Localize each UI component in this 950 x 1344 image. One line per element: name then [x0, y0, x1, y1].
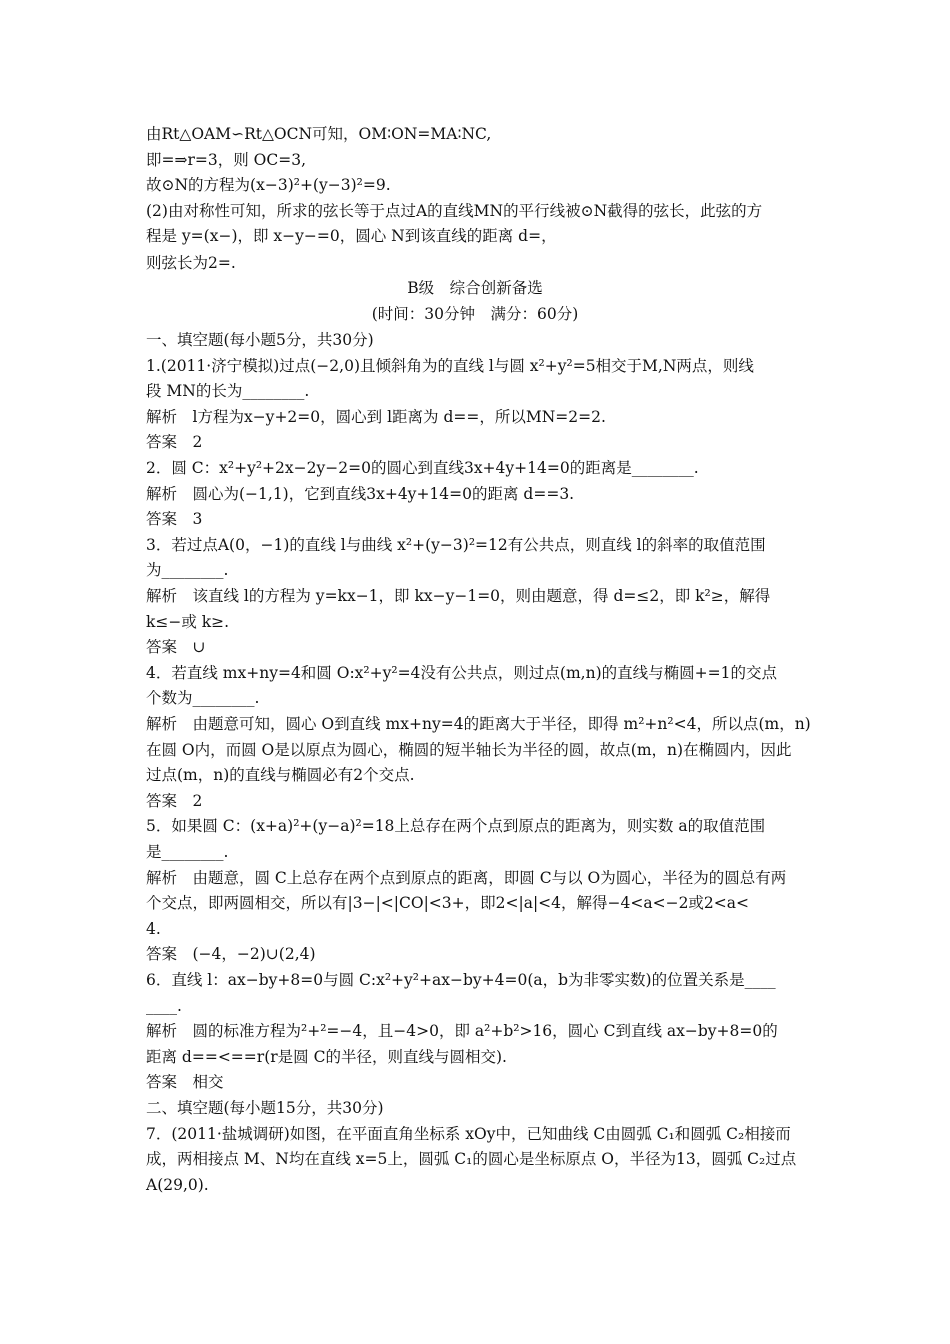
q3-solution-b: k≤−或 k≥. [146, 613, 230, 631]
q3-line-a: 3．若过点A(0，−1)的直线 l与曲线 x²+(y−3)²=12有公共点，则直线 l的斜率的取值范围 [146, 536, 766, 554]
q7-line-a: 7．(2011·盐城调研)如图，在平面直角坐标系 xOy中，已知曲线 C由圆弧 C₁和圆弧 C₂相接而 [146, 1125, 791, 1143]
q1-solution: 解析 l方程为x−y+2=0，圆心到 l距离为 d==，所以MN=2=2. [146, 408, 606, 426]
q3-answer: 答案 ∪ [146, 638, 206, 656]
q5-solution-b: 个交点，即两圆相交，所以有|3−|<|CO|<3+，即2<|a|<4，解得−4<a<−2或2<a< [146, 894, 750, 912]
prelude-line-3: 故⊙N的方程为(x−3)²+(y−3)²=9. [146, 176, 391, 194]
part1-heading: 一、填空题(每小题5分，共30分) [146, 331, 374, 349]
q5-solution-a: 解析 由题意，圆 C上总存在两个点到原点的距离，即圆 C与以 O为圆心，半径为的圆总有两 [146, 869, 787, 887]
q5-line-a: 5．如果圆 C：(x+a)²+(y−a)²=18上总存在两个点到原点的距离为，则实数 a的取值范围 [146, 817, 766, 835]
q5-line-b: 是________. [146, 843, 229, 861]
section-title: B级 综合创新备选 [407, 279, 543, 297]
section-subtitle: (时间：30分钟 满分：60分) [371, 305, 579, 323]
q7-line-b: 成，两相接点 M、N均在直线 x=5上，圆弧 C₁的圆心是坐标原点 O，半径为13，圆弧 C₂过点 [146, 1150, 797, 1168]
q4-solution-b: 在圆 O内，而圆 O是以原点为圆心，椭圆的短半轴长为半径的圆，故点(m，n)在椭圆内，因此 [146, 741, 792, 759]
prelude-line-6: 则弦长为2=. [146, 254, 236, 272]
q5-answer: 答案 (−4，−2)∪(2,4) [146, 945, 316, 963]
q6-solution-b: 距离 d==<==r(r是圆 C的半径，则直线与圆相交). [146, 1048, 507, 1066]
q4-answer: 答案 2 [146, 792, 203, 810]
q2-answer: 答案 3 [146, 510, 203, 528]
q5-solution-c: 4. [146, 920, 161, 938]
prelude-line-2: 即=⇒r=3，则 OC=3, [146, 151, 307, 169]
q1-line-a: 1.(2011·济宁模拟)过点(−2,0)且倾斜角为的直线 l与圆 x²+y²=5相交于M,N两点，则线 [146, 357, 754, 375]
q1-answer: 答案 2 [146, 433, 203, 451]
q2-solution: 解析 圆心为(−1,1)，它到直线3x+4y+14=0的距离 d==3. [146, 485, 575, 503]
prelude-line-1: 由Rt△OAM∽Rt△OCN可知，OM∶ON=MA∶NC, [146, 125, 492, 143]
q3-solution-a: 解析 该直线 l的方程为 y=kx−1，即 kx−y−1=0，则由题意，得 d=≤2，即 k²≥，解得 [146, 587, 771, 605]
q1-line-b: 段 MN的长为________. [146, 382, 310, 400]
q4-line-a: 4．若直线 mx+ny=4和圆 O:x²+y²=4没有公共点，则过点(m,n)的直线与椭圆+=1的交点 [146, 664, 777, 682]
part2-heading: 二、填空题(每小题15分，共30分) [146, 1099, 384, 1117]
prelude-line-5: 程是 y=(x−)，即 x−y−=0，圆心 N到该直线的距离 d=， [146, 227, 557, 245]
q2-line-a: 2．圆 C：x²+y²+2x−2y−2=0的圆心到直线3x+4y+14=0的距离是________. [146, 459, 699, 477]
q6-answer: 答案 相交 [146, 1073, 224, 1091]
prelude-line-4: (2)由对称性可知，所求的弦长等于点过A的直线MN的平行线被⊙N截得的弦长，此弦的方 [146, 202, 763, 220]
q3-line-b: 为________. [146, 561, 229, 579]
q6-solution-a: 解析 圆的标准方程为²+²=−4，且−4>0，即 a²+b²>16，圆心 C到直线 ax−by+8=0的 [146, 1022, 778, 1040]
q7-line-c: A(29,0). [146, 1176, 209, 1194]
q6-line-a: 6．直线 l：ax−by+8=0与圆 C:x²+y²+ax−by+4=0(a，b为非零实数)的位置关系是____ [146, 971, 776, 989]
q6-line-b: ____. [146, 997, 182, 1015]
q4-solution-c: 过点(m，n)的直线与椭圆必有2个交点. [146, 766, 415, 784]
q4-solution-a: 解析 由题意可知，圆心 O到直线 mx+ny=4的距离大于半径，即得 m²+n²<4，所以点(m，n) [146, 715, 811, 733]
q4-line-b: 个数为________. [146, 689, 260, 707]
